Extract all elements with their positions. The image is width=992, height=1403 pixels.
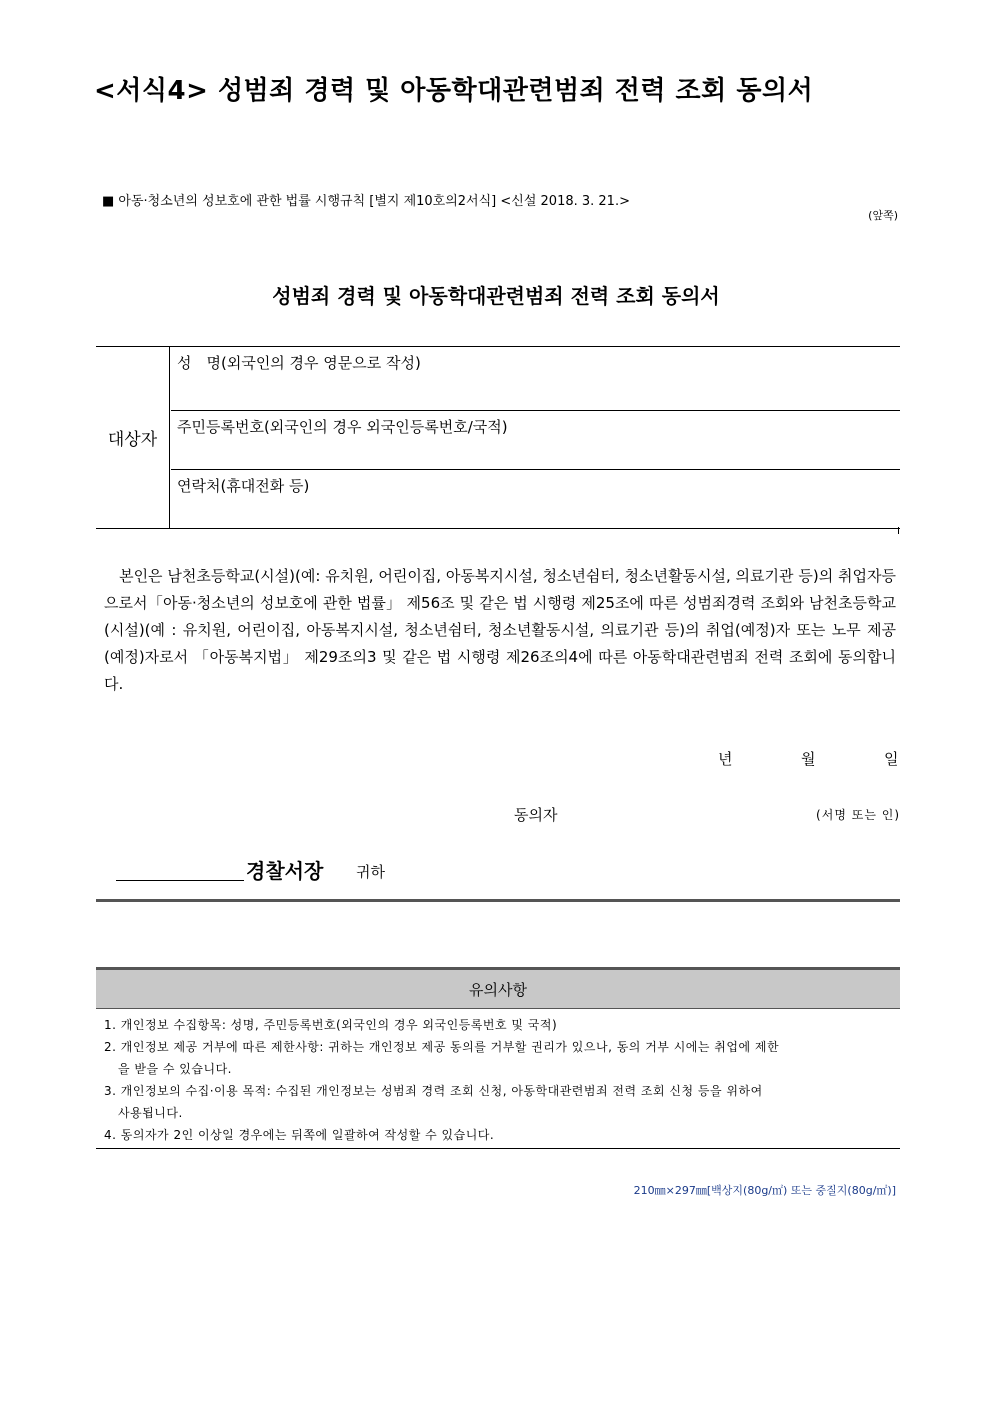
- id-number-field[interactable]: [171, 411, 900, 470]
- table-edge-mark: [898, 527, 899, 534]
- police-station-label: 경찰서장: [246, 859, 324, 883]
- contact-field[interactable]: [171, 470, 900, 528]
- note-item: [96, 1036, 900, 1080]
- name-field-label: 성 명(외국인의 경우 영문으로 작성): [177, 354, 421, 372]
- note-line: 2. 개인정보 제공 거부에 따른 제한사항: 귀하는 개인정보 제공 동의를 거부할 권리가 있으나, 동의 거부 시에는 취업에 제한: [104, 1040, 780, 1054]
- station-name-blank[interactable]: [116, 880, 244, 881]
- note-line-continued: 을 받을 수 있습니다.: [118, 1062, 232, 1076]
- consenter-label: 동의자: [514, 806, 558, 824]
- subject-label: 대상자: [96, 347, 170, 528]
- note-line: 1. 개인정보 수집항목: 성명, 주민등록번호(외국인의 경우 외국인등록번호 및 국적): [104, 1018, 558, 1032]
- subject-table: [96, 346, 900, 529]
- note-line: 4. 동의자가 2인 이상일 경우에는 뒤쪽에 일괄하여 작성할 수 있습니다.: [104, 1128, 495, 1142]
- date-year-label: 년: [718, 750, 733, 768]
- id-number-field-label: 주민등록번호(외국인의 경우 외국인등록번호/국적): [177, 418, 508, 436]
- contact-field-label: 연락처(휴대전화 등): [177, 477, 310, 495]
- form-heading: 성범죄 경력 및 아동학대관련범죄 전력 조회 동의서: [272, 284, 720, 308]
- section-divider: [96, 899, 900, 902]
- page-side-label: (앞쪽): [868, 209, 898, 222]
- note-item: [96, 1080, 900, 1124]
- name-field[interactable]: [171, 347, 900, 411]
- document-title: <서식4> 성범죄 경력 및 아동학대관련범죄 전력 조회 동의서: [94, 76, 814, 106]
- law-reference: ■ 아동·청소년의 성보호에 관한 법률 시행규칙 [별지 제10호의2서식] <신설 2018. 3. 21.>: [102, 194, 630, 209]
- date-day-label: 일: [884, 750, 899, 768]
- signature-note: (서명 또는 인): [816, 808, 900, 822]
- note-item: [96, 1124, 900, 1149]
- note-item: [96, 1014, 900, 1036]
- paper-spec: 210㎜×297㎜[백상지(80g/㎡) 또는 중질지(80g/㎡)]: [633, 1184, 896, 1197]
- honorific-label: 귀하: [356, 863, 385, 881]
- notes-header: 유의사항: [96, 967, 900, 1009]
- note-line: 3. 개인정보의 수집·이용 목적: 수집된 개인정보는 성범죄 경력 조회 신청, 아동학대관련범죄 전력 조회 신청 등을 위하여: [104, 1084, 763, 1098]
- note-line-continued: 사용됩니다.: [118, 1106, 183, 1120]
- consent-statement: 본인은 남천초등학교(시설)(예: 유치원, 어린이집, 아동복지시설, 청소년쉼터, 청소년활동시설, 의료기관 등)의 취업자등으로서「아동·청소년의 성보호에 관한 법률」 제56조 및 같은 법 시행령 제25조에 따른 성범죄경력 조회와 남천초등학교(시설)(예 : 유치원, 어린이집, 아동복지시설, 청소년쉼터, 청소년활동시설, 의료기관 등)의 취업(예정)자 또는 노무 제공(예정)자로서 「아동복지법」 제29조의3 및 같은 법 시행령 제26조의4에 따른 아동학대관련범죄 전력 조회에 동의합니다.: [104, 567, 896, 693]
- date-month-label: 월: [801, 750, 816, 768]
- notes-section: [96, 967, 900, 1149]
